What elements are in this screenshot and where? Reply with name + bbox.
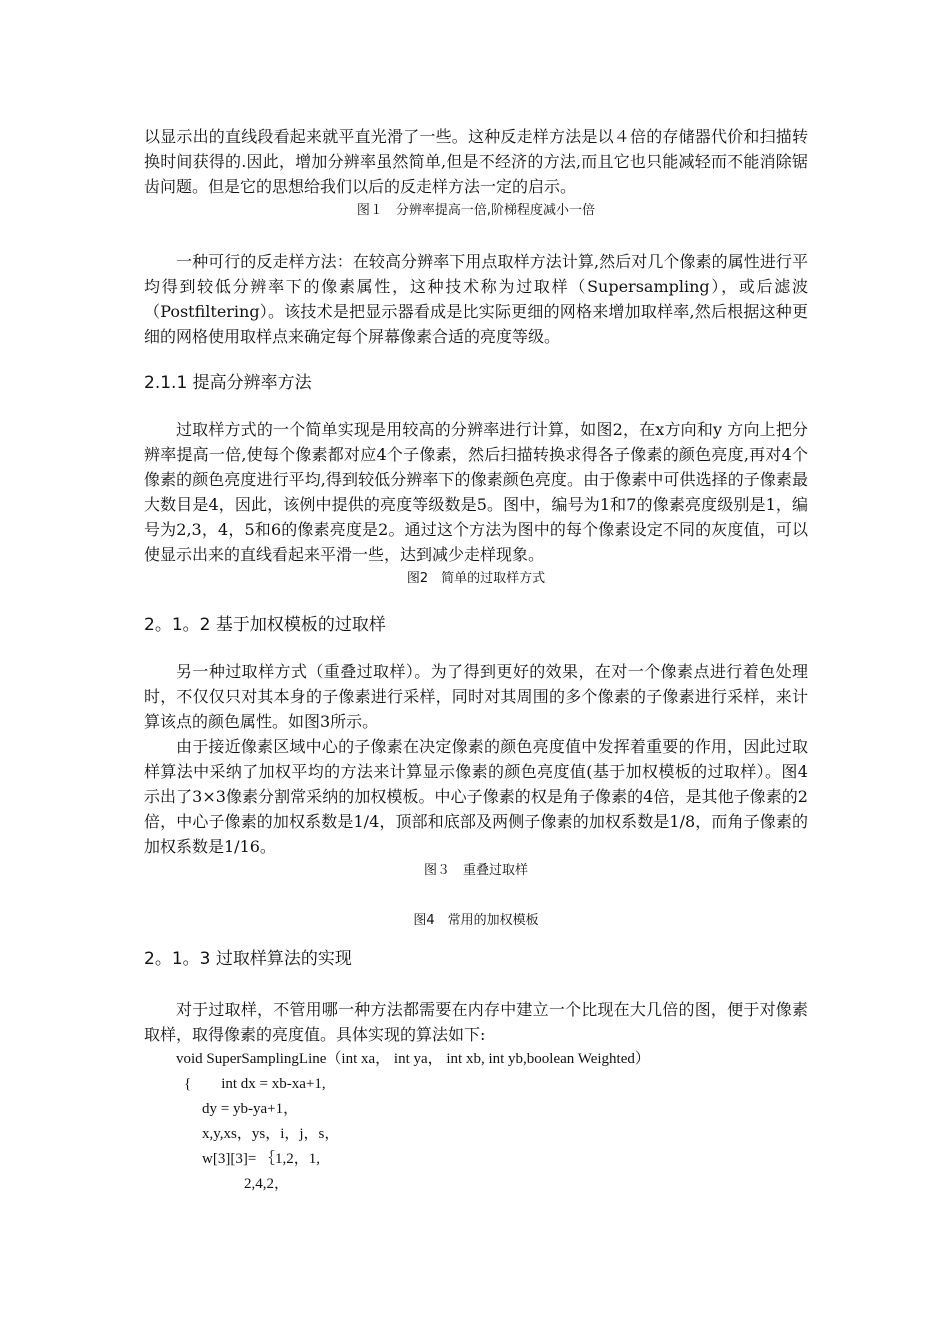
section-heading-2-1-2: 2。1。2 基于加权模板的过取样 (144, 615, 386, 635)
paragraph-2: 一种可行的反走样方法：在较高分辨率下用点取样方法计算,然后对几个像素的属性进行平均得到较低分辨率下的像素属性，这种技术称为过取样（Supersampling），或后滤波（Postfiltering）。该技术是把显示器看成是比实际更细的网格来增加取样率,然后根据这种更细的网格使用取样点来确定每个屏幕像素合适的亮度等级。 (144, 252, 808, 346)
paragraph-5: 由于接近像素区域中心的子像素在决定像素的颜色亮度值中发挥着重要的作用，因此过取样算法中采纳了加权平均的方法来计算显示像素的颜色亮度值(基于加权模板的过取样）。图4示出了3×3像素分割常采纳的加权模板。中心子像素的权是角子像素的4倍，是其他子像素的2倍，中心子像素的加权系数是1/4，顶部和底部及两侧子像素的加权系数是1/8，而角子像素的加权系数是1/16。 (144, 737, 808, 856)
paragraph-1: 以显示出的直线段看起来就平直光滑了一些。这种反走样方法是以４倍的存储器代价和扫描转换时间获得的.因此，增加分辨率虽然简单,但是不经济的方法,而且它也只能减轻而不能消除锯齿问题。但是它的思想给我们以后的反走样方法一定的启示。 (144, 127, 808, 196)
code-line-3: dy = yb-ya+1， (202, 1101, 299, 1117)
section-heading-2-1-1: 2.1.1 提高分辨率方法 (144, 373, 312, 393)
code-line-5: w[3][3]= ｛1,2，1, (202, 1151, 321, 1167)
paragraph-4: 另一种过取样方式（重叠过取样）。为了得到更好的效果，在对一个像素点进行着色处理时，不仅仅只对其本身的子像素进行采样，同时对其周围的多个像素的子像素进行采样，来计算该点的颜色属性。如图3所示。 (144, 662, 808, 731)
code-line-6: 2,4,2， (244, 1176, 290, 1192)
document-body (144, 124, 808, 1197)
code-line-1: void SuperSamplingLine（int xa， int ya， int xb, int yb,boolean Weighted） (176, 1051, 650, 1067)
paragraph-6: 对于过取样，不管用哪一种方法都需要在内存中建立一个比现在大几倍的图，便于对像素取样，取得像素的亮度值。具体实现的算法如下: (144, 1000, 808, 1044)
figure-4-caption: 图4 常用的加权模板 (413, 913, 539, 928)
code-block (144, 1047, 808, 1197)
figure-1-caption: 图１ 分辨率提高一倍,阶梯程度减小一倍 (356, 203, 596, 218)
section-heading-2-1-3: 2。1。3 过取样算法的实现 (144, 949, 352, 969)
paragraph-3: 过取样方式的一个简单实现是用较高的分辨率进行计算，如图2，在x方向和y 方向上把分辨率提高一倍,使每个像素都对应4个子像素，然后扫描转换求得各子像素的颜色亮度,再对4个像素的颜色亮度进行平均,得到较低分辨率下的像素颜色亮度。由于像素中可供选择的子像素最大数目是4，因此，该例中提供的亮度等级数是5。图中，编号为1和7的像素亮度级别是1，编号为2,3，4，5和6的像素亮度是2。通过这个方法为图中的每个像素设定不同的灰度值，可以使显示出来的直线看起来平滑一些，达到减少走样现象。 (144, 420, 808, 564)
code-line-4: x,y,xs，ys，i，j，s， (202, 1126, 340, 1142)
figure-3-caption: 图３ 重叠过取样 (423, 863, 528, 878)
figure-2-caption: 图2 简单的过取样方式 (406, 571, 546, 586)
code-line-2: { int dx = xb-xa+1, (184, 1076, 326, 1092)
